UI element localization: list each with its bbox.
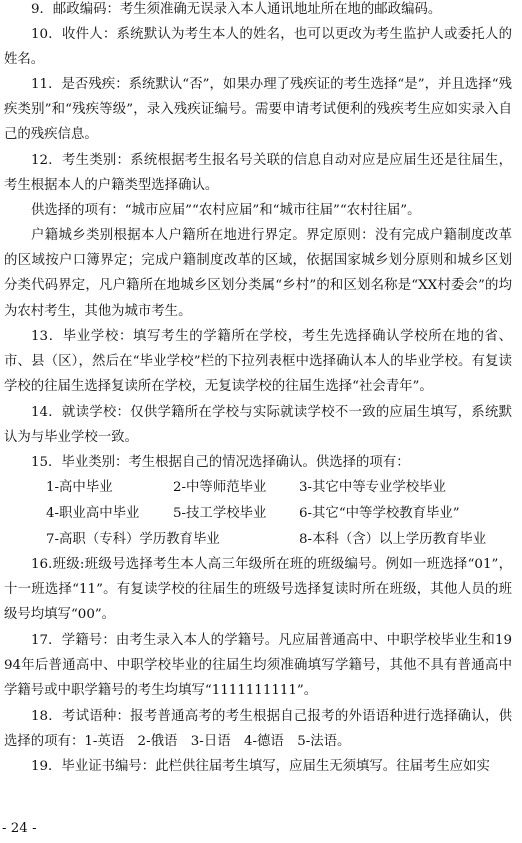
paragraph-16-class: 16.班级:班级号选择考生本人高三年级所在班的班级编号。例如一班选择“01”，十一班选择“11”。有复读学校的往届生的班级号选择复读时所在班级，其他人员的班级号均填写“00”。	[4, 557, 512, 623]
graduation-option: 4-职业高中毕业	[46, 506, 140, 521]
graduation-option: 5-技工学校毕业	[173, 506, 267, 521]
paragraph-19-certificate-number: 19．毕业证书编号：此栏供往届考生填写，应届生无须填写。往届考生应如实	[31, 759, 490, 774]
paragraph-14-attending-school: 14．就读学校：仅供学籍所在学校与实际就读学校不一致的应届生填写，系统默认为与毕业学校一致。	[4, 405, 512, 446]
paragraph-household-registration: 户籍城乡类别根据本人户籍所在地进行界定。界定原则：没有完成户籍制度改革的区域按户口簿界定；完成户籍制度改革的区域，依据国家城乡划分原则和城乡区划分类代码界定，凡户籍所在地城乡区划分类属“乡村”的和区划名称是“XX村委会”的均为农村考生，其他为城市考生。	[4, 228, 512, 319]
paragraph-candidate-type-options: 供选择的项有：“城市应届”“农村应届”和“城市往届”“农村往届”。	[31, 203, 421, 218]
paragraph-9-postal-code: 9．邮政编码：考生须准确无误录入本人通讯地址所在地的邮政编码。	[31, 2, 442, 17]
paragraph-13-graduation-school: 13．毕业学校：填写考生的学籍所在学校，考生先选择确认学校所在地的省、市、县（区），然后在“毕业学校”栏的下拉列表框中选择确认本人的毕业学校。有复读学校的往届生选择复读所在学校，无复读学校的往届生选择“社会青年”。	[4, 329, 512, 395]
page-number: - 24 -	[2, 821, 37, 836]
graduation-option: 8-本科（含）以上学历教育毕业	[299, 532, 487, 547]
graduation-options-row	[0, 475, 512, 500]
paragraph-12-candidate-type: 12．考生类别：系统根据考生报名号关联的信息自动对应是应届生还是往届生，考生根据本人的户籍类型选择确认。	[4, 153, 512, 194]
paragraph-17-student-id: 17．学籍号：由考生录入本人的学籍号。凡应届普通高中、中职学校毕业生和1994年后普通高中、中职学校毕业的往届生均须准确填写学籍号，其他不具有普通高中学籍号或中职学籍号的考生均填写“1111111111”。	[4, 633, 512, 699]
graduation-options-row	[0, 501, 512, 526]
graduation-options-row	[0, 527, 512, 552]
paragraph-10-recipient: 10．收件人：系统默认为考生本人的姓名，也可以更改为考生监护人或委托人的姓名。	[4, 27, 512, 68]
paragraph-11-disability: 11．是否残疾：系统默认“否”，如果办理了残疾证的考生选择“是”，并且选择“残疾类别”和“残疾等级”，录入残疾证编号。需要申请考试便利的残疾考生应如实录入自己的残疾信息。	[4, 77, 512, 143]
graduation-option: 2-中等师范毕业	[173, 480, 267, 495]
graduation-option: 3-其它中等专业学校毕业	[299, 480, 446, 495]
graduation-option: 1-高中毕业	[46, 480, 113, 495]
paragraph-18-exam-language: 18．考试语种：报考普通高考的考生根据自己报考的外语语种进行选择确认，供选择的项有：1-英语 2-俄语 3-日语 4-德语 5-法语。	[4, 709, 512, 750]
graduation-option: 6-其它“中等学校教育毕业”	[299, 506, 460, 521]
graduation-option: 7-高职（专科）学历教育毕业	[46, 532, 220, 547]
paragraph-15-graduation-category: 15．毕业类别：考生根据自己的情况选择确认。供选择的项有：	[31, 455, 410, 470]
